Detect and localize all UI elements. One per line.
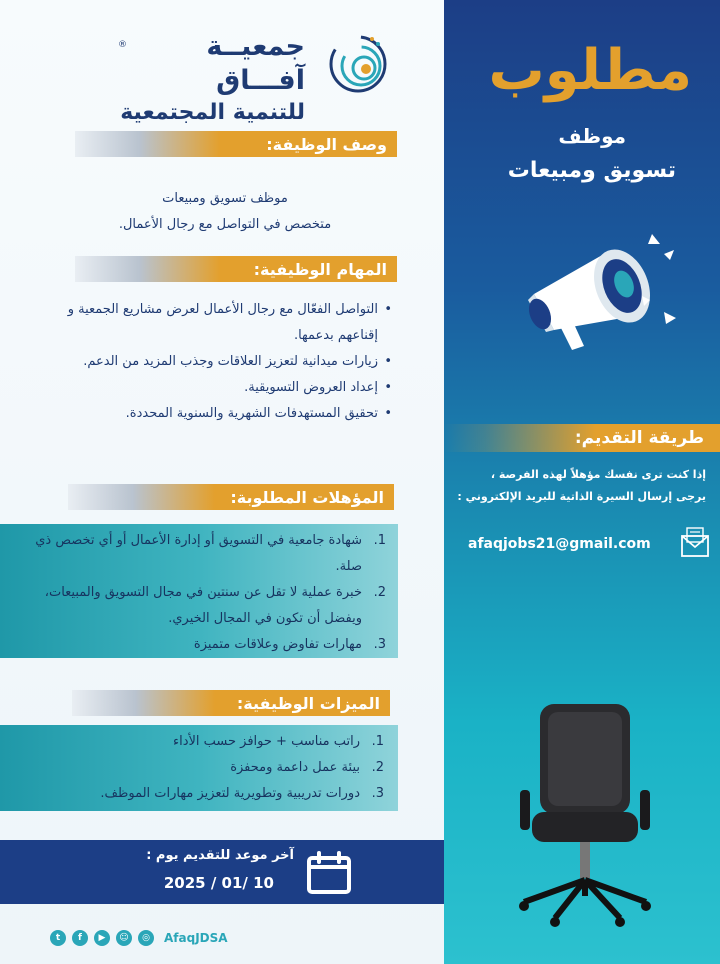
instagram-icon[interactable]: ◎ (138, 930, 154, 946)
benefits-list (0, 725, 398, 811)
logo-name-line2: للتنمية المجتمعية (120, 100, 305, 125)
registered-mark: ® (118, 40, 127, 50)
benefit-item (10, 781, 384, 807)
benefits-header (72, 690, 390, 716)
email-link[interactable]: afaqjobs21@gmail.com (468, 536, 651, 552)
qualifications-header (68, 484, 394, 510)
duty-item: • تحقيق المستهدفات الشهرية والسنوية المحددة. (50, 401, 392, 427)
item-number: 2. (373, 585, 386, 600)
apply-header (444, 424, 720, 452)
item-number: 1. (373, 533, 386, 548)
twitter-icon[interactable]: t (50, 930, 66, 946)
apply-title: طريقة التقديم: (574, 428, 704, 448)
snapchat-icon[interactable]: ☺ (116, 930, 132, 946)
job-description-line: موظف تسويق ومبيعات (162, 191, 288, 206)
item-number: 2. (371, 760, 384, 775)
office-chair-icon (510, 700, 660, 930)
qualifications-box (0, 524, 398, 658)
qualification-item (10, 632, 386, 658)
item-text: شهادة جامعية في التسويق أو إدارة الأعمال أو أي تخصص ذي صلة. (35, 533, 362, 574)
duty-item: • زيارات ميدانية لتعزيز العلاقات وجذب المزيد من الدعم. (50, 349, 392, 375)
mail-icon (680, 526, 710, 558)
item-text: بيئة عمل داعمة ومحفزة (230, 760, 360, 775)
item-number: 3. (371, 786, 384, 801)
logo-name-line1: جمعيــة آفـــاق (206, 31, 305, 96)
calendar-icon (306, 850, 352, 896)
item-number: 3. (373, 637, 386, 652)
duty-item: • إعداد العروض التسويقية. (50, 375, 392, 401)
role-line2: تسويق ومبيعات (507, 158, 676, 183)
headline: مطلوب (488, 38, 692, 103)
item-text: راتب مناسب + حوافز حسب الأداء (172, 734, 360, 749)
social-links (50, 930, 228, 946)
item-text: دورات تدريبية وتطويرية لتعزيز مهارات الموظف. (100, 786, 360, 801)
apply-instructions (456, 464, 706, 508)
deadline-bar (0, 840, 444, 904)
youtube-icon[interactable]: ▶ (94, 930, 110, 946)
duty-item: • التواصل الفعّال مع رجال الأعمال لعرض مشاريع الجمعية و إقناعهم بدعمها. (50, 297, 392, 349)
right-panel (444, 0, 720, 964)
qualifications-title: المؤهلات المطلوبة: (230, 487, 384, 507)
item-text: خبرة عملية لا تقل عن سنتين في مجال التسويق والمبيعات، ويفضل أن تكون في المجال الخيري. (44, 585, 362, 626)
apply-line: إذا كنت ترى نفسك مؤهلاً لهذه الفرصة ، (490, 468, 706, 481)
job-description (80, 186, 370, 238)
job-description-title: وصف الوظيفة: (266, 134, 387, 154)
benefit-item (10, 729, 384, 755)
facebook-icon[interactable]: f (72, 930, 88, 946)
qualification-item (10, 580, 386, 632)
deadline-label: آخر موعد للتقديم يوم : (146, 848, 294, 863)
social-handle[interactable]: AfaqJDSA (164, 931, 228, 945)
item-number: 1. (371, 734, 384, 749)
megaphone-icon (524, 226, 694, 356)
deadline-date: 2025 / 01/ 10 (163, 874, 274, 892)
apply-line: يرجى إرسال السيرة الذاتية للبريد الإلكتروني : (457, 490, 706, 503)
role-line1: موظف (558, 124, 626, 148)
benefits-title: الميزات الوظيفية: (236, 693, 380, 713)
qualifications-list (0, 524, 398, 662)
benefits-box (0, 725, 398, 811)
duties-list (50, 297, 392, 427)
job-description-header (75, 131, 397, 157)
logo (110, 30, 400, 125)
qualification-item (10, 528, 386, 580)
duties-title: المهام الوظيفية: (253, 259, 387, 279)
logo-circles-icon (328, 32, 390, 94)
job-description-line: متخصص في التواصل مع رجال الأعمال. (118, 217, 332, 232)
duties-header (75, 256, 397, 282)
item-text: مهارات تفاوض وعلاقات متميزة (193, 637, 362, 652)
benefit-item (10, 755, 384, 781)
logo-text (110, 30, 305, 128)
